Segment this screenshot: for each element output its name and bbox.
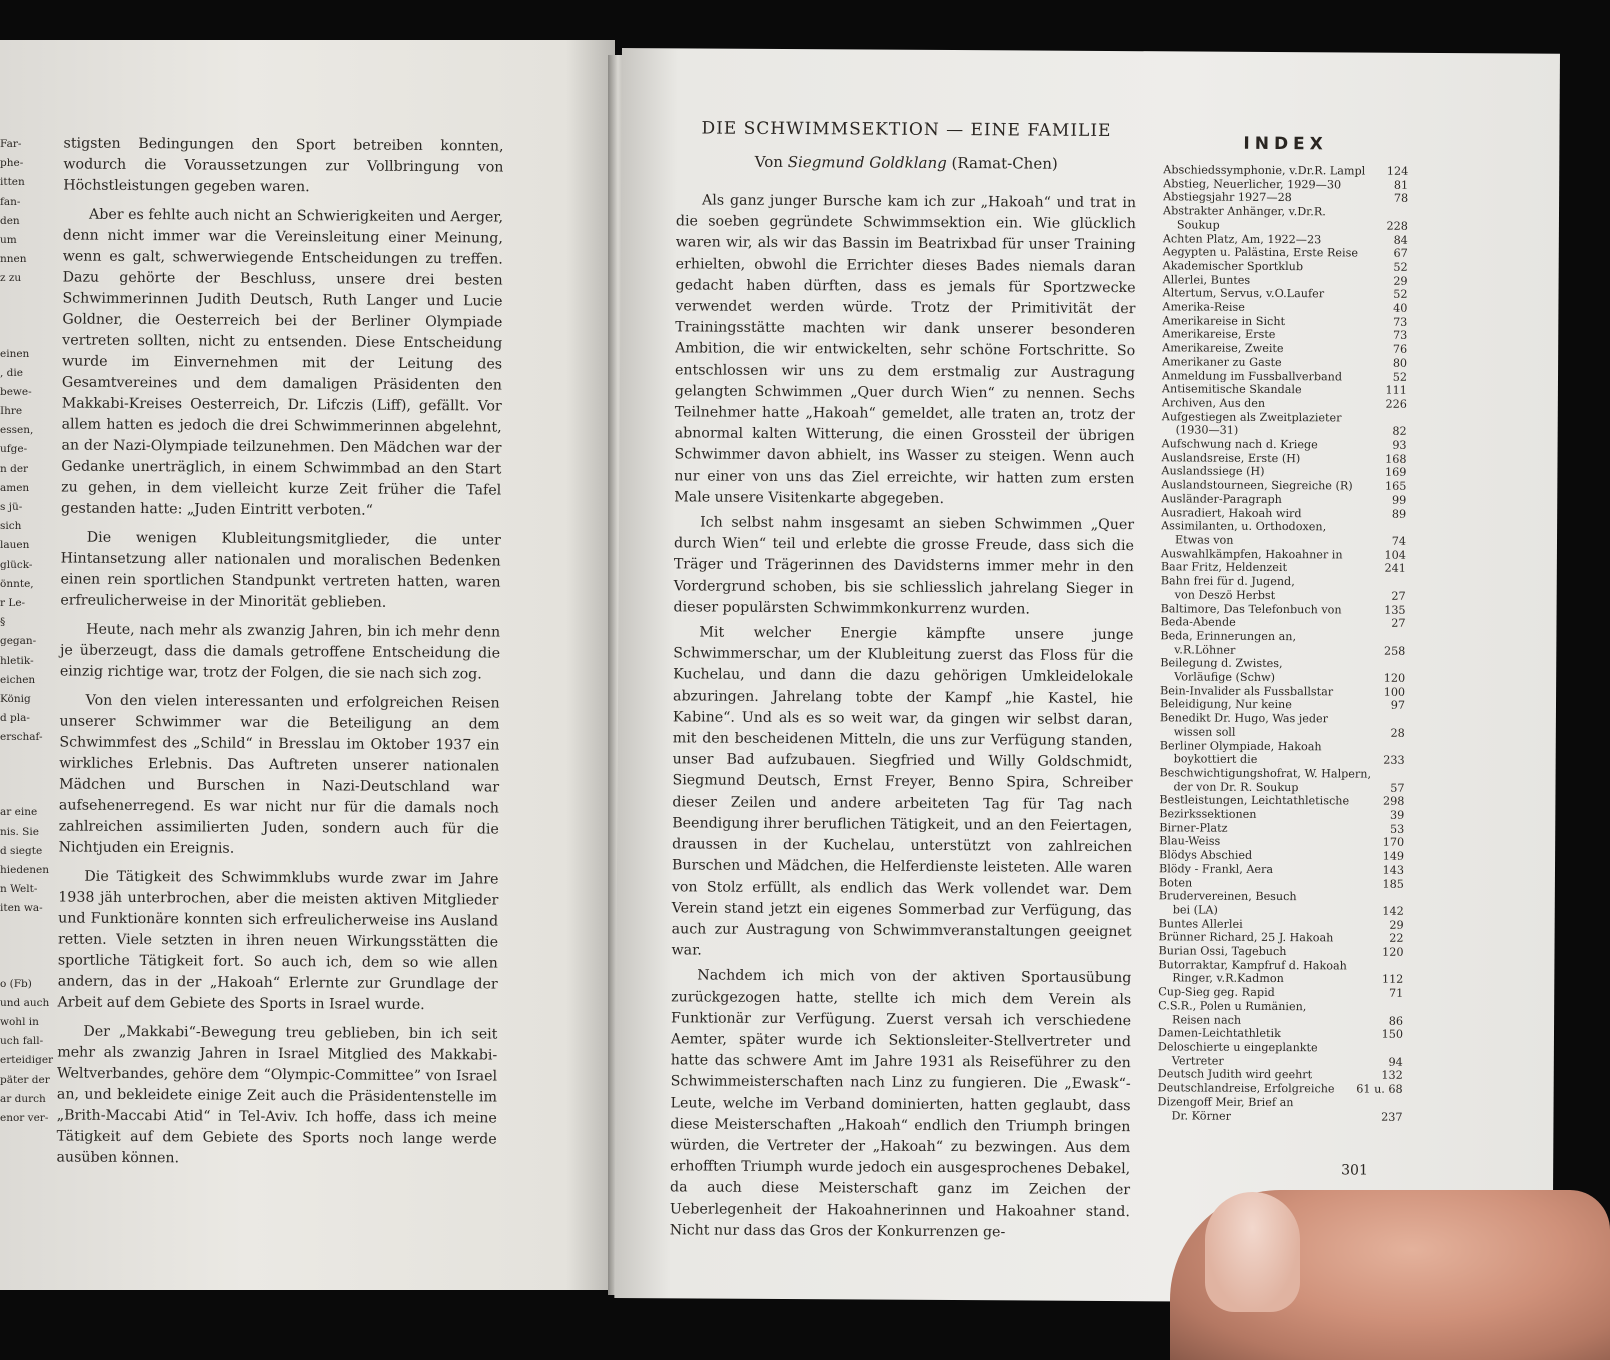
index-entry-page: 132: [1381, 1069, 1402, 1083]
index-entry: [1162, 437, 1407, 452]
left-edge-fragments: [0, 135, 32, 1128]
edge-fragment: itten: [0, 173, 32, 192]
index-entry: [1162, 383, 1407, 398]
index-entry: [1159, 794, 1404, 809]
index-entry: [1160, 629, 1405, 644]
index-entry: [1158, 1081, 1403, 1096]
index-entry: [1160, 711, 1405, 726]
index-entry: [1159, 903, 1404, 918]
edge-fragment: ar eine: [0, 803, 32, 822]
paragraph: Mit welcher Energie kämpfte unsere junge Schwimmerschar, um der Klubleitung zuerst das Floss für die Kuchelau, und dann die dazu gehörigen Umkleidelokale abzuringen. Jahrelang tobte der Kampf „hie Kastel, hie Kabine“. Und als es so weit war, da gingen wir selbst daran, mit den bescheidenen Mitteln, die uns zur Verfügung standen, unser Bad aufzubauen. Siegfried und Willy Goldschmidt, Siegmund Deutsch, Ernst Freyer, Benno Spira, Schreiber dieser Zeilen und andere arbeiteten Tag für Tag nach Beendigung ihrer beruflichen Tätigkeit, und an den Feiertagen, draussen in der Kuchelau, unterstützt von zahlreichen Burschen und Mädchen, die Helferdienste leisteten. Alle waren von Stolz erfüllt, als endlich das Werk vollendet war. Dem Verein stand jetzt ein eigenes Sommerbad zur Verfügung, das auch zur Austragung von Schwimmveranstaltungen geeignet war.: [671, 622, 1133, 964]
edge-fragment: enor ver-: [0, 1109, 32, 1128]
index-entry: [1158, 1054, 1403, 1069]
index-entry: [1158, 1068, 1403, 1083]
index-entry-title: Baar Fritz, Heldenzeit: [1161, 561, 1287, 575]
index-entry-title: Abstrakter Anhänger, v.Dr.R.: [1163, 204, 1326, 219]
index-entry: [1161, 602, 1406, 617]
index-entry-title: Blödy - Frankl, Aera: [1159, 862, 1273, 876]
index-entry-page: 124: [1387, 165, 1408, 179]
index-entry-title: Blau-Weiss: [1159, 835, 1220, 849]
index-entry-title: der von Dr. R. Soukup: [1173, 780, 1298, 794]
index-entry-title: Cup-Sieg geg. Rapid: [1158, 985, 1275, 999]
index-entry: [1159, 835, 1404, 850]
index-entry-page: 73: [1393, 315, 1407, 329]
index-entry: [1159, 821, 1404, 836]
index-entry-page: 89: [1392, 507, 1406, 521]
index-entry-page: 149: [1383, 850, 1404, 864]
edge-fragment: d pla-: [0, 709, 32, 728]
index-entry-page: 258: [1384, 644, 1405, 658]
index-entry: [1161, 465, 1406, 480]
edge-fragment: s jü-: [0, 498, 32, 517]
article-body: [670, 190, 1136, 1244]
index-entry: [1159, 807, 1404, 822]
index-entry-title: Aufschwung nach d. Kriege: [1162, 437, 1318, 452]
index-entry: [1160, 643, 1405, 658]
left-page: [0, 40, 615, 1290]
index-entry-title: Assimilanten, u. Orthodoxen,: [1161, 520, 1326, 535]
index-entry-page: 97: [1391, 699, 1405, 713]
paragraph: Die Tätigkeit des Schwimmklubs wurde zwar im Jahre 1938 jäh unterbrochen, aber die meisten aktiven Mitglieder und Funktionäre konnten sich erfreulicherweise ins Ausland retten. Viele setzten in ihren neuen Wirkungsstätten die sportliche Tätigkeit fort. So auch ich, dem so wie allen andern, das in der „Hakoah“ Erlernte zur Grundlage der Arbeit auf dem Gebiete des Sports in Israel wurde.: [58, 866, 499, 1016]
index-entry: [1158, 1013, 1403, 1028]
index-entry: [1158, 958, 1403, 973]
index-entry-page: 73: [1393, 329, 1407, 343]
edge-fragment: sich: [0, 517, 32, 536]
index-entry-page: 143: [1383, 864, 1404, 878]
index-entry-title: Auswahlkämpfen, Hakoahner in: [1161, 547, 1343, 562]
edge-fragment: d siegte: [0, 842, 32, 861]
index-entry-page: 61 u. 68: [1356, 1083, 1402, 1097]
edge-fragment: erteidiger: [0, 1051, 32, 1070]
edge-fragment: wohl in: [0, 1013, 32, 1032]
paragraph: Als ganz junger Bursche kam ich zur „Hakoah“ und trat in die soeben gegründete Schwimmsektion ein. Wie glücklich waren wir, als wir das Bassin im Beatrixbad für unser Training erhielten, obwohl die Errichter dieses Bades niemals daran gedacht haben dürften, dass es jemals für Sportzwecke verwendet werden würde. Trotz der Primitivität der Trainingsstätte machten wir dank unserer besonderen Ambition, die wir entwickelten, sehr schöne Fortschritte. So entschlossen wir uns zu dem erstmalig zur Austragung gelangten Schwimmen „Quer durch Wien“ zu nennen. Sechs Teilnehmer hatte „Hakoah“ gemeldet, alle traten an, trotz der abnormal kalten Witterung, die einen Grossteil der übrigen Schwimmer davon abhielt, ins Wasser zu steigen. Wenn auch nur einer von uns das Ziel erreichte, wir hatten zum ersten Male unsere Visitenkarte abgegeben.: [674, 190, 1136, 511]
edge-fragment: o (Fb): [0, 975, 32, 994]
edge-fragment: uch fall-: [0, 1032, 32, 1051]
index-entry-page: 57: [1390, 781, 1404, 795]
index-entry-title: Soukup: [1177, 218, 1220, 232]
index-entry: [1160, 766, 1405, 781]
index-entry-title: Baltimore, Das Telefonbuch von: [1161, 602, 1342, 617]
index-entry-title: Deutsch Judith wird geehrt: [1158, 1068, 1313, 1083]
edge-fragment: essen,: [0, 421, 32, 440]
index-entry-page: 71: [1389, 987, 1403, 1001]
index-entry-title: Achten Platz, Am, 1922—23: [1163, 232, 1321, 247]
index-entry: [1162, 355, 1407, 370]
index-entry: [1159, 917, 1404, 932]
index-entry: [1162, 341, 1407, 356]
index-entry-page: 111: [1386, 384, 1407, 398]
index-entry: [1160, 670, 1405, 685]
edge-fragment: nnen: [0, 250, 32, 269]
edge-fragment: lauen: [0, 536, 32, 555]
index-entry: [1160, 657, 1405, 672]
index-entry: [1159, 848, 1404, 863]
edge-fragment: §: [0, 613, 32, 632]
index-entry-title: Altertum, Servus, v.O.Laufer: [1162, 287, 1324, 302]
index-entry-title: Beda-Abende: [1160, 616, 1235, 630]
index-entry-page: 81: [1394, 178, 1408, 192]
index-entry: [1163, 273, 1408, 288]
index-entry-title: Vertreter: [1172, 1054, 1224, 1068]
index-entry-title: Dr. Körner: [1171, 1109, 1231, 1123]
edge-fragment: hiedenen: [0, 861, 32, 880]
index-entry-title: Allerlei, Buntes: [1163, 273, 1251, 287]
edge-fragment: r Le-: [0, 594, 32, 613]
index-entry-title: Beda, Erinnerungen an,: [1160, 629, 1296, 644]
index-entry-title: wissen soll: [1174, 725, 1236, 739]
index-entry-page: 241: [1384, 562, 1405, 576]
index-entry-title: Birner-Platz: [1159, 821, 1227, 835]
index-entry-page: 27: [1391, 617, 1405, 631]
index-entry-page: 52: [1393, 288, 1407, 302]
index-entry-title: Auslandstourneen, Siegreiche (R): [1161, 478, 1352, 493]
edge-fragment: önnte,: [0, 575, 32, 594]
index-entry-title: Amerikareise, Zweite: [1162, 341, 1283, 355]
edge-fragment: , die: [0, 364, 32, 383]
index-entry: [1160, 739, 1405, 754]
index-entry-title: Ringer, v.R.Kadmon: [1172, 972, 1284, 986]
index-entry-page: 78: [1394, 192, 1408, 206]
index-entry: [1161, 533, 1406, 548]
edge-fragment: [0, 289, 32, 345]
byline-prefix: Von: [755, 153, 783, 171]
index-entry-title: Auslandsreise, Erste (H): [1161, 451, 1300, 466]
index-entry: [1162, 328, 1407, 343]
index-entry: [1163, 191, 1408, 206]
index-entry-title: Amerika-Reise: [1162, 300, 1245, 314]
index-entry: [1159, 862, 1404, 877]
index-entry-page: 40: [1393, 302, 1407, 316]
index-entry: [1161, 506, 1406, 521]
index-entry-title: Ausradiert, Hakoah wird: [1161, 506, 1301, 521]
index-entry: [1158, 944, 1403, 959]
edge-fragment: Ihre: [0, 402, 32, 421]
left-page-text: [56, 133, 503, 1179]
author-name: Siegmund Goldklang: [788, 153, 947, 172]
edge-fragment: hletik-: [0, 652, 32, 671]
index-entry: [1161, 478, 1406, 493]
index-entry-page: 28: [1391, 727, 1405, 741]
index-entry-page: 67: [1393, 247, 1407, 261]
index-entry-title: Burian Ossi, Tagebuch: [1158, 944, 1286, 958]
index-entry: [1163, 246, 1408, 261]
index-entry: [1162, 410, 1407, 425]
index-entry: [1162, 300, 1407, 315]
index-entry-page: 39: [1390, 809, 1404, 823]
index-entry-page: 120: [1384, 672, 1405, 686]
index-entry: [1158, 985, 1403, 1000]
index-entry: [1161, 492, 1406, 507]
edge-fragment: fan-: [0, 193, 32, 212]
edge-fragment: und auch: [0, 994, 32, 1013]
index-entry-page: 150: [1382, 1028, 1403, 1042]
index-list: [1157, 163, 1408, 1124]
index-entry-title: Blödys Abschied: [1159, 848, 1252, 862]
paragraph: Von den vielen interessanten und erfolgreichen Reisen unserer Schwimmer war die Beteiligung an dem Schwimmfest des „Schild“ in Bresslau im Oktober 1937 ein wirkliches Erlebnis. Das Auftreten unserer nationalen Mädchen und Burschen in Nazi-Deutschland war aufsehenerregend. Es war nicht nur für die damals noch zahlreichen assimilierten Juden, sondern auch für die Nichtjuden ein Ereignis.: [59, 690, 500, 861]
index-entry: [1159, 876, 1404, 891]
index-entry-title: Abstieg, Neuerlicher, 1929—30: [1163, 177, 1341, 192]
edge-fragment: eichen: [0, 671, 32, 690]
index-entry: [1161, 547, 1406, 562]
paragraph: Heute, nach mehr als zwanzig Jahren, bin ich mehr denn je überzeugt, dass die damals getroffene Entscheidung die einzig richtige war, trotz der Folgen, die sie nach sich zog.: [60, 619, 500, 685]
edge-fragment: gegan-: [0, 632, 32, 651]
index-entry-title: Amerikaner zu Gaste: [1162, 355, 1282, 369]
article: [670, 118, 1137, 1248]
edge-fragment: päter der: [0, 1071, 32, 1090]
index-entry-title: C.S.R., Polen u Rumänien,: [1158, 999, 1306, 1014]
paragraph: Die wenigen Klubleitungsmitglieder, die unter Hintansetzung aller nationalen und moralischen Bedenken einen rein sportlichen Standpunkt vertreten hatten, waren erfreulicherweise in der Minorität geblieben.: [60, 527, 501, 614]
index-entry-page: 120: [1382, 946, 1403, 960]
index-entry-title: Amerikareise in Sicht: [1162, 314, 1285, 328]
edge-fragment: einen: [0, 345, 32, 364]
index-entry: [1157, 1109, 1402, 1124]
index-entry-page: 22: [1389, 932, 1403, 946]
edge-fragment: um: [0, 231, 32, 250]
index-entry-page: 93: [1392, 439, 1406, 453]
index-entry: [1159, 780, 1404, 795]
index-entry: [1158, 1027, 1403, 1042]
edge-fragment: [0, 747, 32, 803]
index-entry-title: Archiven, Aus den: [1162, 396, 1265, 410]
index-entry-title: Bahn frei für d. Jugend,: [1161, 574, 1295, 589]
index-entry-page: 27: [1391, 590, 1405, 604]
index-entry: [1161, 574, 1406, 589]
edge-fragment: ar durch: [0, 1090, 32, 1109]
paragraph: Nachdem ich mich von der aktiven Sportausübung zurückgezogen hatte, stellte ich mich dem Verein als Funktionär zur Verfügung. Zuerst versah ich verschiedene Aemter, später wurde ich Sektionsleiter-Stellvertreter und hatte das schwere Amt im Jahre 1931 als Reiseführer zu den Schwimmeisterschaften nach Linz zu fungieren. Die „Ewask“-Leute, welche im Verband dominierten, hatten geglaubt, dass diese Meisterschaften „Hakoah“ endlich den Triumph bringen würden, die Vertreter der „Hakoah“ zu bezwingen. Aus dem erhofften Triumph wurde jedoch ein ausgesprochenes Debakel, da auch diese Meisterschaft ganz im Zeichen der Ueberlegenheit der Hakoahnerinnen und Hakoahner stand. Nicht nur dass das Gros der Konkurrenzen ge-: [670, 966, 1132, 1244]
index-entry-title: Anmeldung im Fussballverband: [1162, 369, 1342, 384]
index-entry-title: Bezirkssektionen: [1159, 807, 1256, 821]
index-entry: [1158, 972, 1403, 987]
index-entry-page: 298: [1383, 795, 1404, 809]
index-entry: [1162, 424, 1407, 439]
index-entry-title: Abstiegsjahr 1927—28: [1163, 191, 1292, 205]
index-entry: [1161, 520, 1406, 535]
index-entry: [1163, 163, 1408, 178]
index-entry-title: Benedikt Dr. Hugo, Was jeder: [1160, 711, 1328, 726]
index-entry-page: 82: [1392, 425, 1406, 439]
paragraph: Der „Makkabi“-Bewegung treu geblieben, bin ich seit mehr als zwanzig Jahren in Israel Mitglied des Makkabi-Weltverbandes, gehöre dem “Olympic-Committee” von Israel an, und bekleidete einige Zeit auch die Präsidentenstelle im „Brith-Maccabi Atid“ in Tel-Aviv. Ich hoffe, dass ich meine Tätigkeit auf dem Gebiete des Sports noch lange werde ausüben können.: [56, 1021, 497, 1171]
right-page: [614, 48, 1560, 1304]
index-entry: [1159, 890, 1404, 905]
index-entry-page: 86: [1389, 1014, 1403, 1028]
index-entry-title: Brudervereinen, Besuch: [1159, 890, 1297, 905]
index-entry-title: Reisen nach: [1172, 1013, 1241, 1027]
index-entry: [1163, 204, 1408, 219]
paragraph: stigsten Bedingungen den Sport betreiben konnten, wodurch die Voraussetzungen zur Vollbringung von Höchstleistungen gegeben waren.: [63, 133, 503, 199]
index-entry: [1158, 1095, 1403, 1110]
index-entry: [1162, 396, 1407, 411]
index-entry-page: 53: [1390, 822, 1404, 836]
index-entry-title: Berliner Olympiade, Hakoah: [1160, 739, 1322, 754]
index-entry-page: 74: [1392, 535, 1406, 549]
index-entry: [1163, 218, 1408, 233]
index-entry-title: Beleidigung, Nur keine: [1160, 698, 1292, 713]
index-entry-title: Dizengoff Meir, Brief an: [1158, 1095, 1294, 1110]
index-entry: [1163, 177, 1408, 192]
index-title: INDEX: [1243, 134, 1333, 155]
index-entry-page: 52: [1393, 261, 1407, 275]
index-entry-title: Abschiedssymphonie, v.Dr.R. Lampl: [1163, 163, 1365, 178]
index-entry: [1160, 684, 1405, 699]
index-entry-page: 52: [1393, 370, 1407, 384]
article-title: DIE SCHWIMMSEKTION — EINE FAMILIE: [676, 118, 1136, 141]
index-entry-title: Akademischer Sportklub: [1163, 259, 1303, 274]
index-entry-title: Antisemitische Skandale: [1162, 383, 1302, 398]
index-entry-page: 233: [1383, 754, 1404, 768]
index-entry: [1161, 588, 1406, 603]
edge-fragment: [0, 919, 32, 975]
index-entry-page: 29: [1389, 918, 1403, 932]
edge-fragment: phe-: [0, 154, 32, 173]
index-entry: [1160, 698, 1405, 713]
index-entry: [1158, 1040, 1403, 1055]
index-entry-page: 165: [1385, 480, 1406, 494]
index-entry-page: 228: [1387, 219, 1408, 233]
index-entry: [1163, 232, 1408, 247]
edge-fragment: erschaf-: [0, 728, 32, 747]
index-entry: [1162, 314, 1407, 329]
index-entry-page: 226: [1385, 398, 1406, 412]
index-entry-page: 99: [1392, 494, 1406, 508]
edge-fragment: bewe-: [0, 383, 32, 402]
index-entry-title: Brünner Richard, 25 J. Hakoah: [1159, 931, 1334, 946]
index-entry-page: 185: [1383, 877, 1404, 891]
edge-fragment: den: [0, 212, 32, 231]
index-entry: [1158, 999, 1403, 1014]
edge-fragment: z zu: [0, 269, 32, 288]
thumb: [1205, 1192, 1300, 1312]
index-entry-title: Auslandssiege (H): [1161, 465, 1264, 479]
index-entry-page: 94: [1389, 1055, 1403, 1069]
index-entry-page: 170: [1383, 836, 1404, 850]
edge-fragment: Far-: [0, 135, 32, 154]
index-entry-title: bei (LA): [1173, 903, 1218, 917]
paragraph: Aber es fehlte auch nicht an Schwierigkeiten und Aerger, denn nicht immer war die Vereinsleitung einer Meinung, wenn es galt, schwerwiegende Entscheidungen zu treffen. Dazu gehörte der Beschluss, unsere drei besten Schwimmerinnen Judith Deutsch, Ruth Langer und Lucie Goldner, die Oesterreich bei der Berliner Olympiade vertreten sollten, nicht zu entsenden. Diese Entscheidung wurde im Einvernehmen mit der Leitung des Gesamtvereines und dem damaligen Präsidenten den Makkabi-Kreises Oesterreich, Dr. Lifczis (Liff), gefällt. Vor allem hatten es jedoch die drei Schwimmerinnen abgelehnt, an der Nazi-Olympiade teilzunehmen. Den Mädchen war der Gedanke unerträglich, in einem Schwimmbad an den Start zu gehen, in dem vielleicht kurze Zeit früher die Tafel gestanden hatte: „Juden Eintritt verboten.“: [61, 204, 503, 522]
index-entry-title: Ausländer-Paragraph: [1161, 492, 1282, 506]
index-entry-title: Butorraktar, Kampfruf d. Hakoah: [1158, 958, 1347, 973]
edge-fragment: iten wa-: [0, 899, 32, 918]
edge-fragment: n Welt-: [0, 880, 32, 899]
index-entry-page: 100: [1384, 685, 1405, 699]
index-entry-title: Deloschierte u eingeplankte: [1158, 1040, 1318, 1055]
index-entry-page: 84: [1394, 233, 1408, 247]
index-entry-page: 168: [1385, 452, 1406, 466]
index-entry-title: v.R.Löhner: [1174, 643, 1235, 657]
edge-fragment: amen: [0, 479, 32, 498]
page-number: 301: [1341, 1162, 1368, 1178]
index-entry-title: Etwas von: [1175, 533, 1234, 547]
index-entry-title: Vorläufige (Schw): [1174, 670, 1275, 684]
index-entry: [1160, 753, 1405, 768]
index-entry-title: von Deszö Herbst: [1175, 588, 1276, 602]
index-entry-title: Buntes Allerlei: [1159, 917, 1243, 931]
edge-fragment: n der: [0, 460, 32, 479]
index-entry: [1161, 451, 1406, 466]
author-location: (Ramat-Chen): [951, 154, 1057, 173]
edge-fragment: König: [0, 690, 32, 709]
index-entry: [1162, 287, 1407, 302]
index-entry-title: Deutschlandreise, Erfolgreiche: [1158, 1081, 1335, 1096]
edge-fragment: ufge-: [0, 440, 32, 459]
index-entry-title: Boten: [1159, 876, 1192, 890]
index-entry: [1160, 616, 1405, 631]
index-entry-page: 76: [1393, 343, 1407, 357]
index-entry-page: 237: [1381, 1110, 1402, 1124]
index-entry: [1163, 259, 1408, 274]
index-entry-page: 104: [1385, 548, 1406, 562]
index-entry-title: Damen-Leichtathletik: [1158, 1027, 1281, 1041]
index-entry-page: 29: [1393, 274, 1407, 288]
paragraph: Ich selbst nahm insgesamt an sieben Schwimmen „Quer durch Wien“ teil und erlebte die grosse Freude, dass sich die Träger und Trägerinnen des Davidsterns immer mehr in den Vordergrund schoben, bis sie schliesslich jahrelang Sieger in dieser populärsten Schwimmkonkurrenz wurden.: [674, 512, 1135, 621]
index-entry-page: 135: [1384, 603, 1405, 617]
index-entry-title: boykottiert die: [1174, 753, 1258, 767]
index-entry: [1160, 725, 1405, 740]
index-entry-title: Amerikareise, Erste: [1162, 328, 1275, 342]
edge-fragment: glück-: [0, 556, 32, 575]
index-entry: [1162, 369, 1407, 384]
index-entry-title: (1930—31): [1176, 424, 1239, 438]
index-entry: [1159, 931, 1404, 946]
index-entry-title: Aegypten u. Palästina, Erste Reise: [1163, 246, 1358, 261]
edge-fragment: nis. Sie: [0, 823, 32, 842]
index-entry-page: 112: [1382, 973, 1403, 987]
index-entry-page: 80: [1393, 357, 1407, 371]
index-entry-title: Aufgestiegen als Zweitplazieter: [1162, 410, 1342, 425]
index-entry-title: Beilegung d. Zwistes,: [1160, 657, 1282, 671]
index-entry-title: Bestleistungen, Leichtathletische: [1159, 794, 1349, 809]
index-entry-page: 142: [1382, 905, 1403, 919]
index-entry-title: Beschwichtigungshofrat, W. Halpern,: [1160, 766, 1372, 781]
index-entry-title: Bein-Invalider als Fussballstar: [1160, 684, 1333, 699]
article-byline: [676, 152, 1136, 173]
index-entry: [1161, 561, 1406, 576]
index-entry-page: 169: [1385, 466, 1406, 480]
